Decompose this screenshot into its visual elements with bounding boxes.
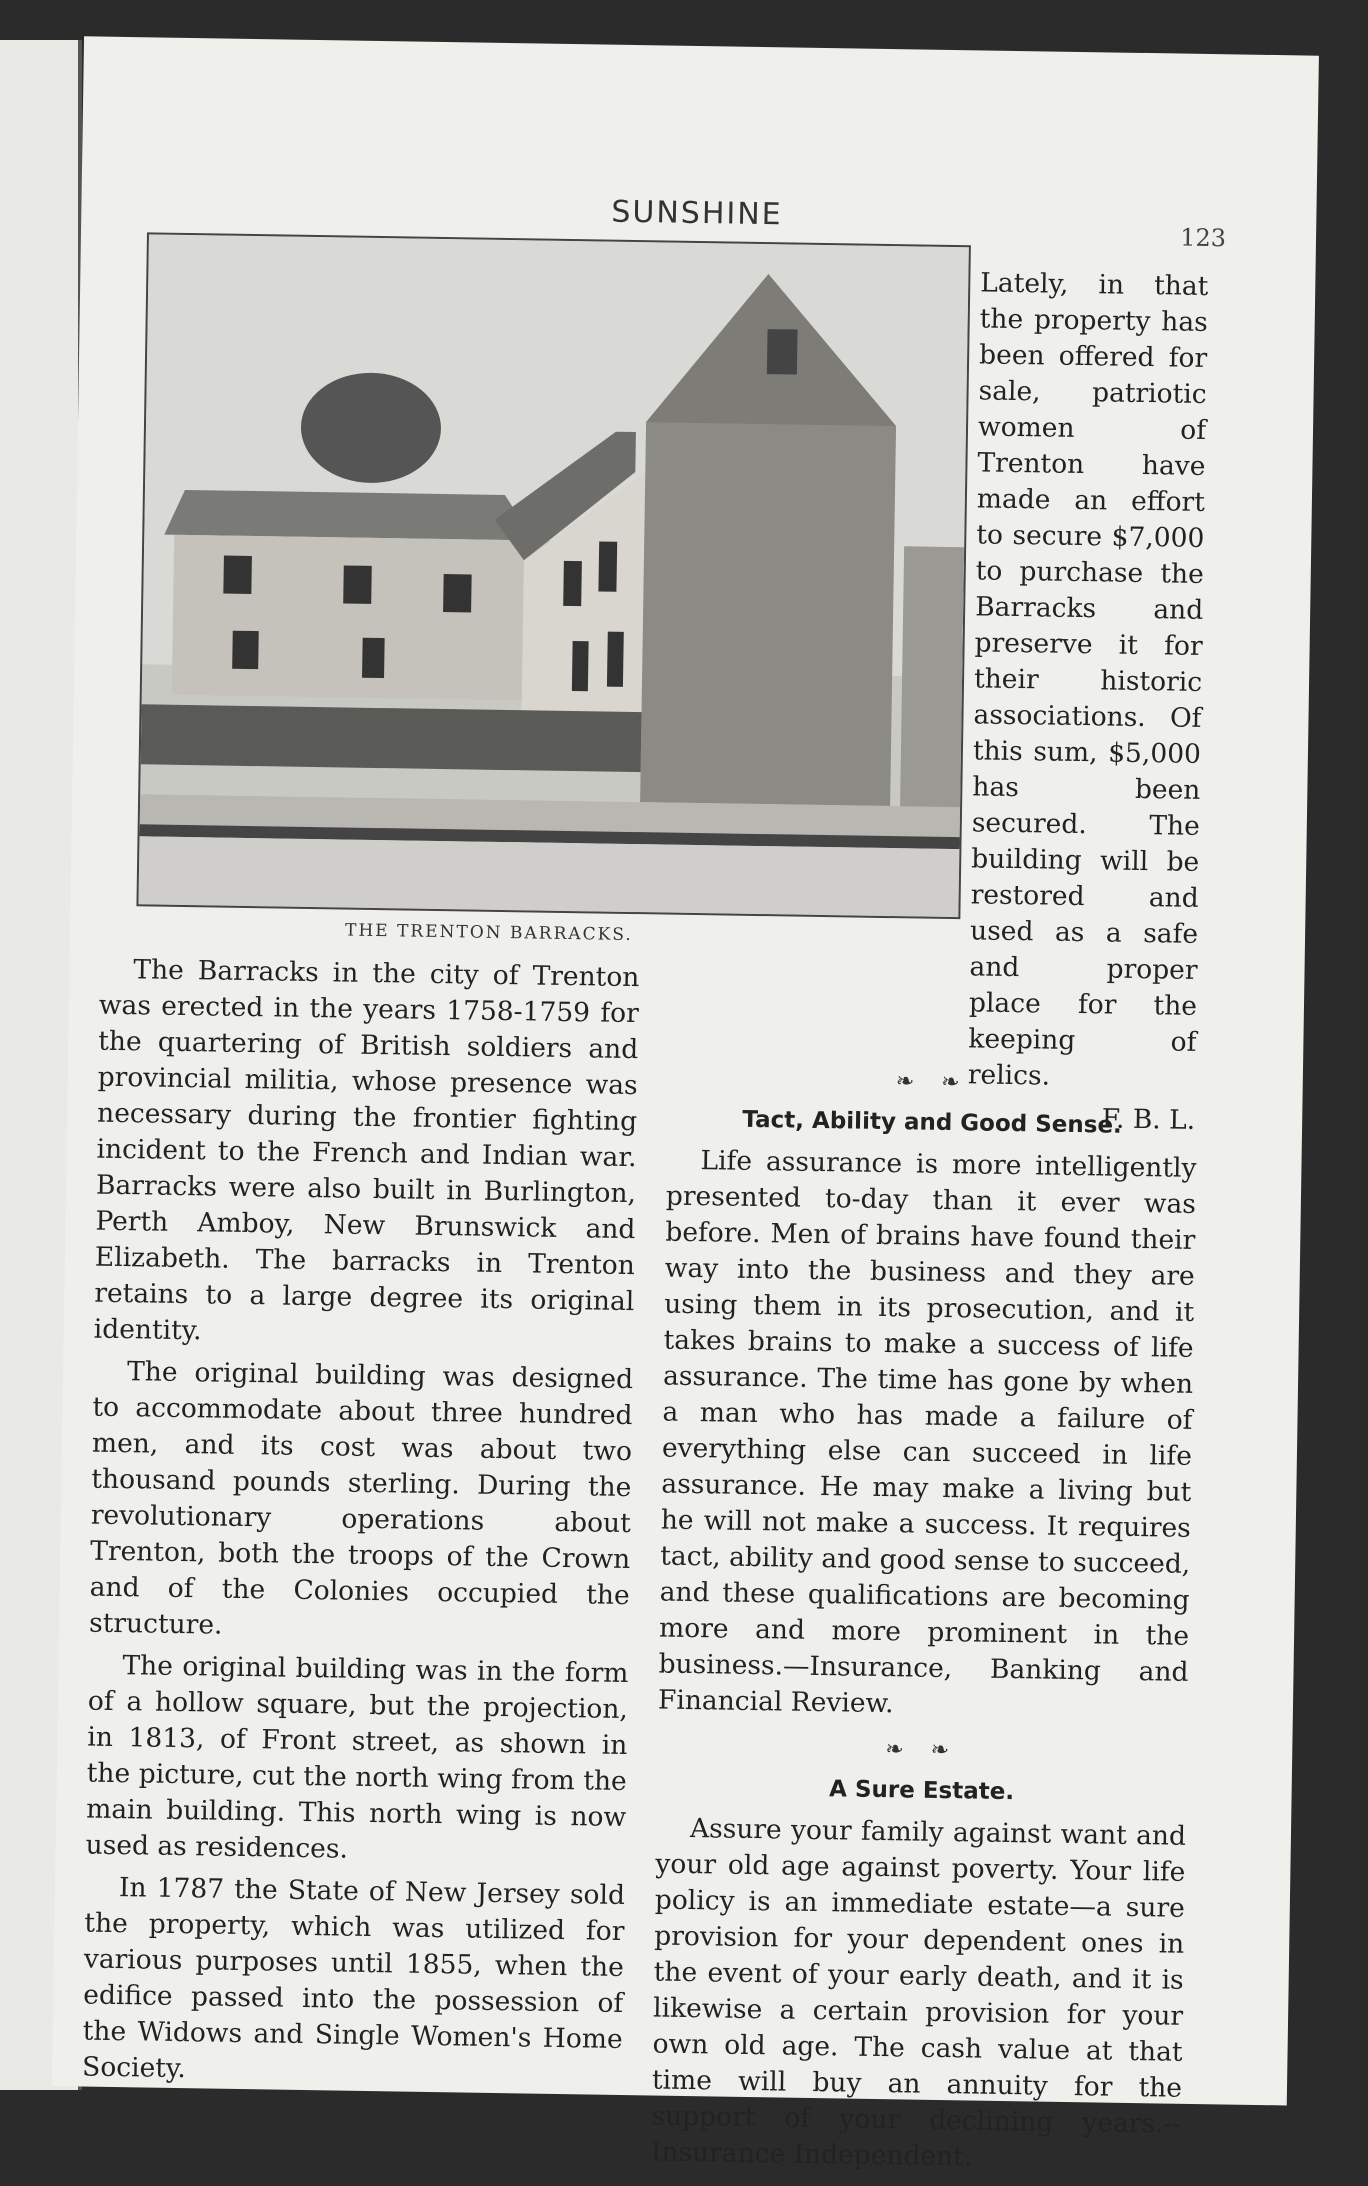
sidebar-paragraph: Lately, in that the property has been offered for sale, patriotic women of Trenton have made an effort to secure $7,000 to purchase the Barracks and preserve it for their historic associations. Of this sum, $5,000 has been secured. The building will be restored and used as a safe and proper place for the keeping of relics. [967,267,1209,1092]
barracks-photograph [136,232,970,919]
photo-caption: THE TRENTON BARRACKS. [344,920,633,946]
barracks-illustration [138,234,968,917]
magazine-page [52,36,1319,2173]
section-heading: Tact, Ability and Good Sense. [742,1106,1122,1139]
section-paragraph: Assure your family against want and your old age against poverty. Your life policy is an immediate estate—a sure provision for your dependent ones in the event of your early death, and it is likewise a certain provision for your own old age. The cash value at that time will buy an annuity for the support of your declining years.--Insurance Independent. [650,1813,1187,2173]
sidebar-column [967,265,1209,1138]
section-paragraph: Life assurance is more intelligently presented to-day than it ever was before. Men of brains have found their way into the business and they are using them in its prosecution, and it takes brains to make a success of life assurance. The time has gone by when a man who has made a failure of everything else can succeed in life assurance. He may make a living but he will not make a success. It requires tact, ability and good sense to succeed, and these qualifications are becoming more and more prominent in the business.—Insurance, Banking and Financial Review. [657,1145,1197,1720]
author-initials: F. B. L. [1101,1103,1196,1136]
ornament-divider: ❧ ❧ [895,1069,970,1096]
paragraph: The original building was in the form of a hollow square, but the projection, in 1813, of Front street, as shown in the picture, cut the north wing from the main building. This north wing is now used as residences. [85,1650,629,1865]
paragraph: The Barracks in the city of Trenton was erected in the years 1758-1759 for the quartering of British soldiers and provincial militia, whose presence was necessary during the frontier fighting incident to the French and Indian war. Barracks were also built in Burlington, Perth Amboy, New Brunswick and Elizabeth. The barracks in Trenton retains to a large degree its original identity. [93,954,640,1347]
left-column [82,952,640,2100]
paragraph: The original building was designed to accommodate about three hundred men, and its cost was about two thousand pounds sterling. During the revolutionary operations about Trenton, both the troops of the Crown and of the Colonies occupied the structure. [88,1356,634,1641]
page-number: 123 [1180,223,1227,253]
right-column [651,1051,1199,2185]
running-header: SUNSHINE [611,194,783,233]
section-heading: A Sure Estate. [828,1776,1015,1806]
ornament-divider: ❧ ❧ [885,1737,960,1764]
paragraph: In 1787 the State of New Jersey sold the property, which was utilized for various purposes until 1855, when the edifice passed into the possession of the Widows and Single Women's Home Society. [81,1872,626,2085]
